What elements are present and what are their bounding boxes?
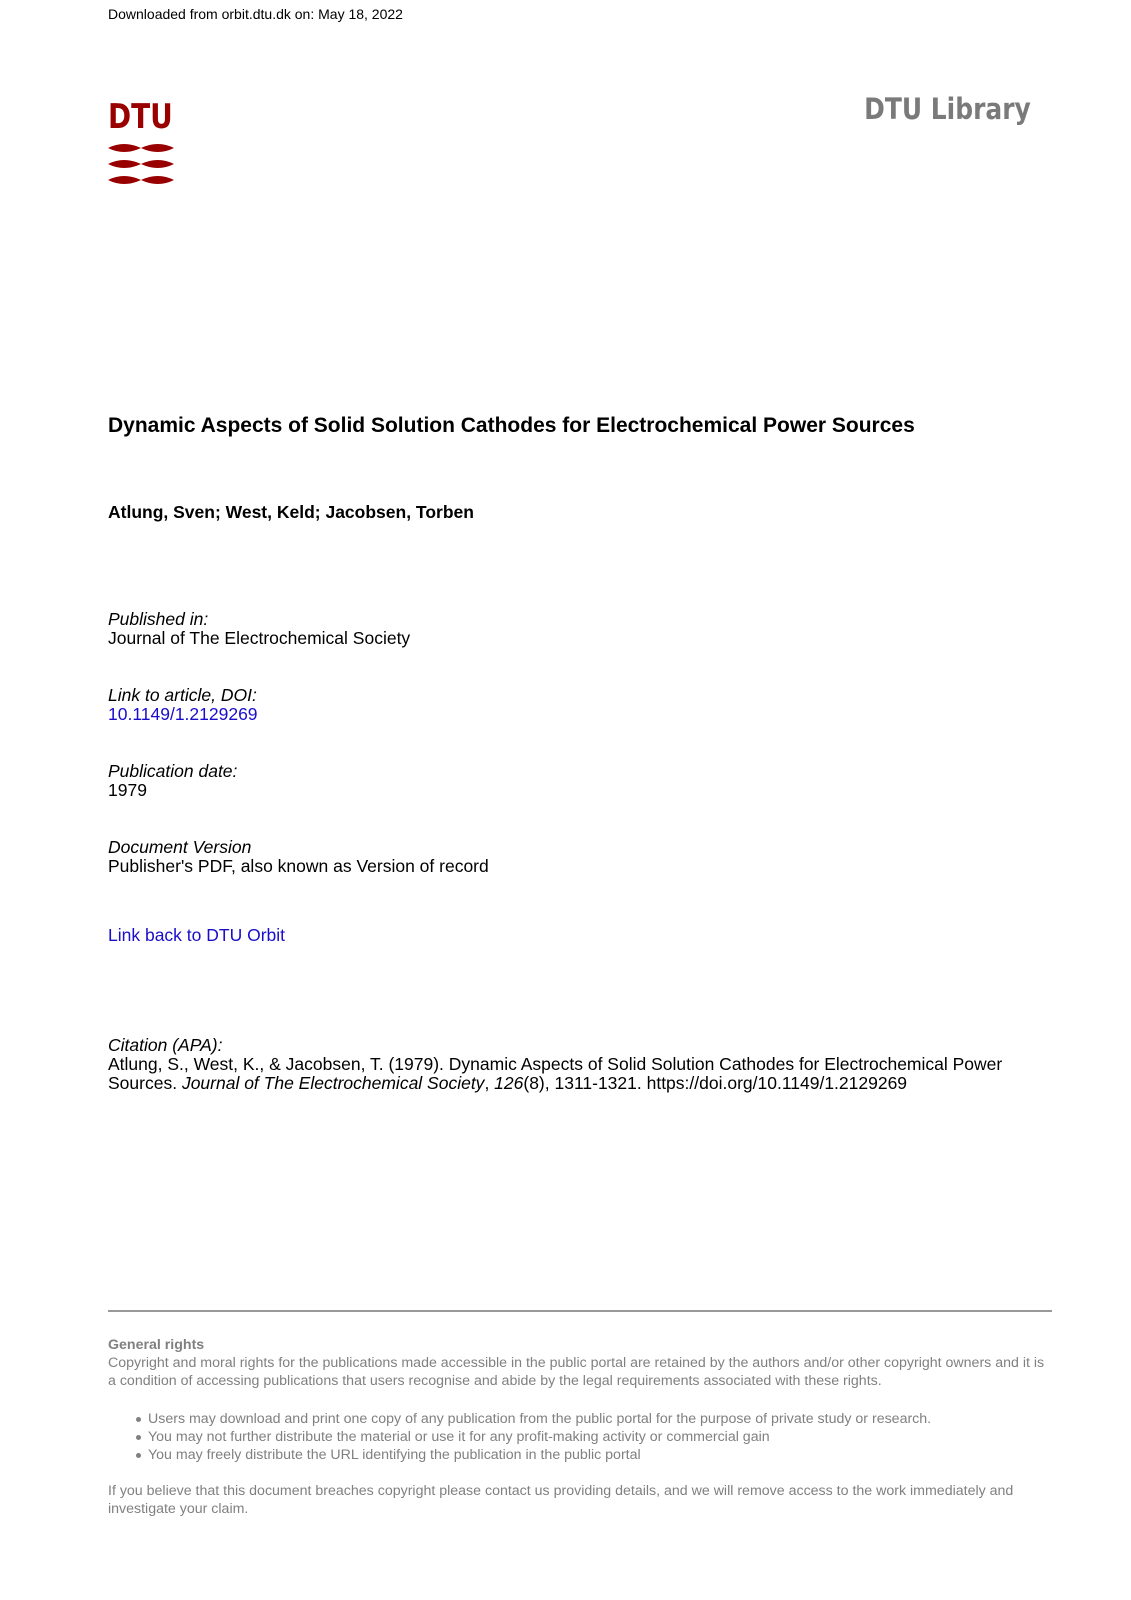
citation-part2: (8), 1311-1321. https://doi.org/10.1149/1.2129269	[523, 1073, 908, 1093]
published-in-field	[108, 610, 410, 648]
rights-list	[108, 1410, 1052, 1464]
rights-list-section	[108, 1410, 1052, 1464]
dtu-waves-icon	[108, 140, 174, 190]
published-in-value: Journal of The Electrochemical Society	[108, 628, 411, 648]
published-in-label: Published in:	[108, 609, 209, 629]
footer-divider	[108, 1310, 1052, 1312]
citation-sep: ,	[484, 1073, 495, 1093]
citation-block	[108, 1036, 1048, 1093]
list-item: You may freely distribute the URL identifying the publication in the public portal	[148, 1446, 1052, 1464]
document-version-label: Document Version	[108, 837, 252, 857]
doi-label: Link to article, DOI:	[108, 685, 257, 705]
dtu-orbit-link[interactable]: Link back to DTU Orbit	[108, 925, 285, 945]
document-title: Dynamic Aspects of Solid Solution Cathodes for Electrochemical Power Sources	[108, 414, 915, 437]
general-rights-section	[108, 1336, 1052, 1390]
breach-notice: If you believe that this document breaches copyright please contact us providing details, and we will remove access to the work immediately and investigate your claim.	[108, 1483, 1014, 1517]
citation-label: Citation (APA):	[108, 1035, 223, 1055]
citation-journal: Journal of The Electrochemical Society	[181, 1073, 485, 1093]
orbit-link-field	[108, 926, 285, 945]
general-rights-heading: General rights	[108, 1337, 205, 1353]
general-rights-paragraph: Copyright and moral rights for the publications made accessible in the public portal are retained by the authors and/or other copyright owners and it is a condition of accessing publications that users recognise and abide by the legal requirements associated with these rights.	[108, 1355, 1045, 1389]
citation-volume: 126	[494, 1073, 524, 1093]
document-version-value: Publisher's PDF, also known as Version of record	[108, 856, 489, 876]
list-item: You may not further distribute the material or use it for any profit-making activity or commercial gain	[148, 1428, 1052, 1446]
publication-date-label: Publication date:	[108, 761, 238, 781]
doi-field	[108, 686, 258, 724]
publication-date-value: 1979	[108, 780, 147, 800]
publication-date-field	[108, 762, 237, 800]
list-item: Users may download and print one copy of any publication from the public portal for the purpose of private study or research.	[148, 1410, 1052, 1428]
dtu-logo-text: DTU	[108, 97, 173, 137]
dtu-library-label: DTU Library	[864, 92, 1031, 126]
document-authors: Atlung, Sven; West, Keld; Jacobsen, Torben	[108, 502, 474, 522]
citation-part1: Atlung, S., West, K., & Jacobsen, T. (1979). Dynamic Aspects of Solid Solution Cathodes for Electrochemical Power Sources.	[108, 1054, 1003, 1093]
download-note: Downloaded from orbit.dtu.dk on: May 18, 2022	[108, 6, 403, 22]
citation-text	[108, 1054, 1002, 1093]
dtu-logo	[108, 98, 174, 194]
document-version-field	[108, 838, 489, 876]
doi-link[interactable]: 10.1149/1.2129269	[108, 704, 258, 724]
